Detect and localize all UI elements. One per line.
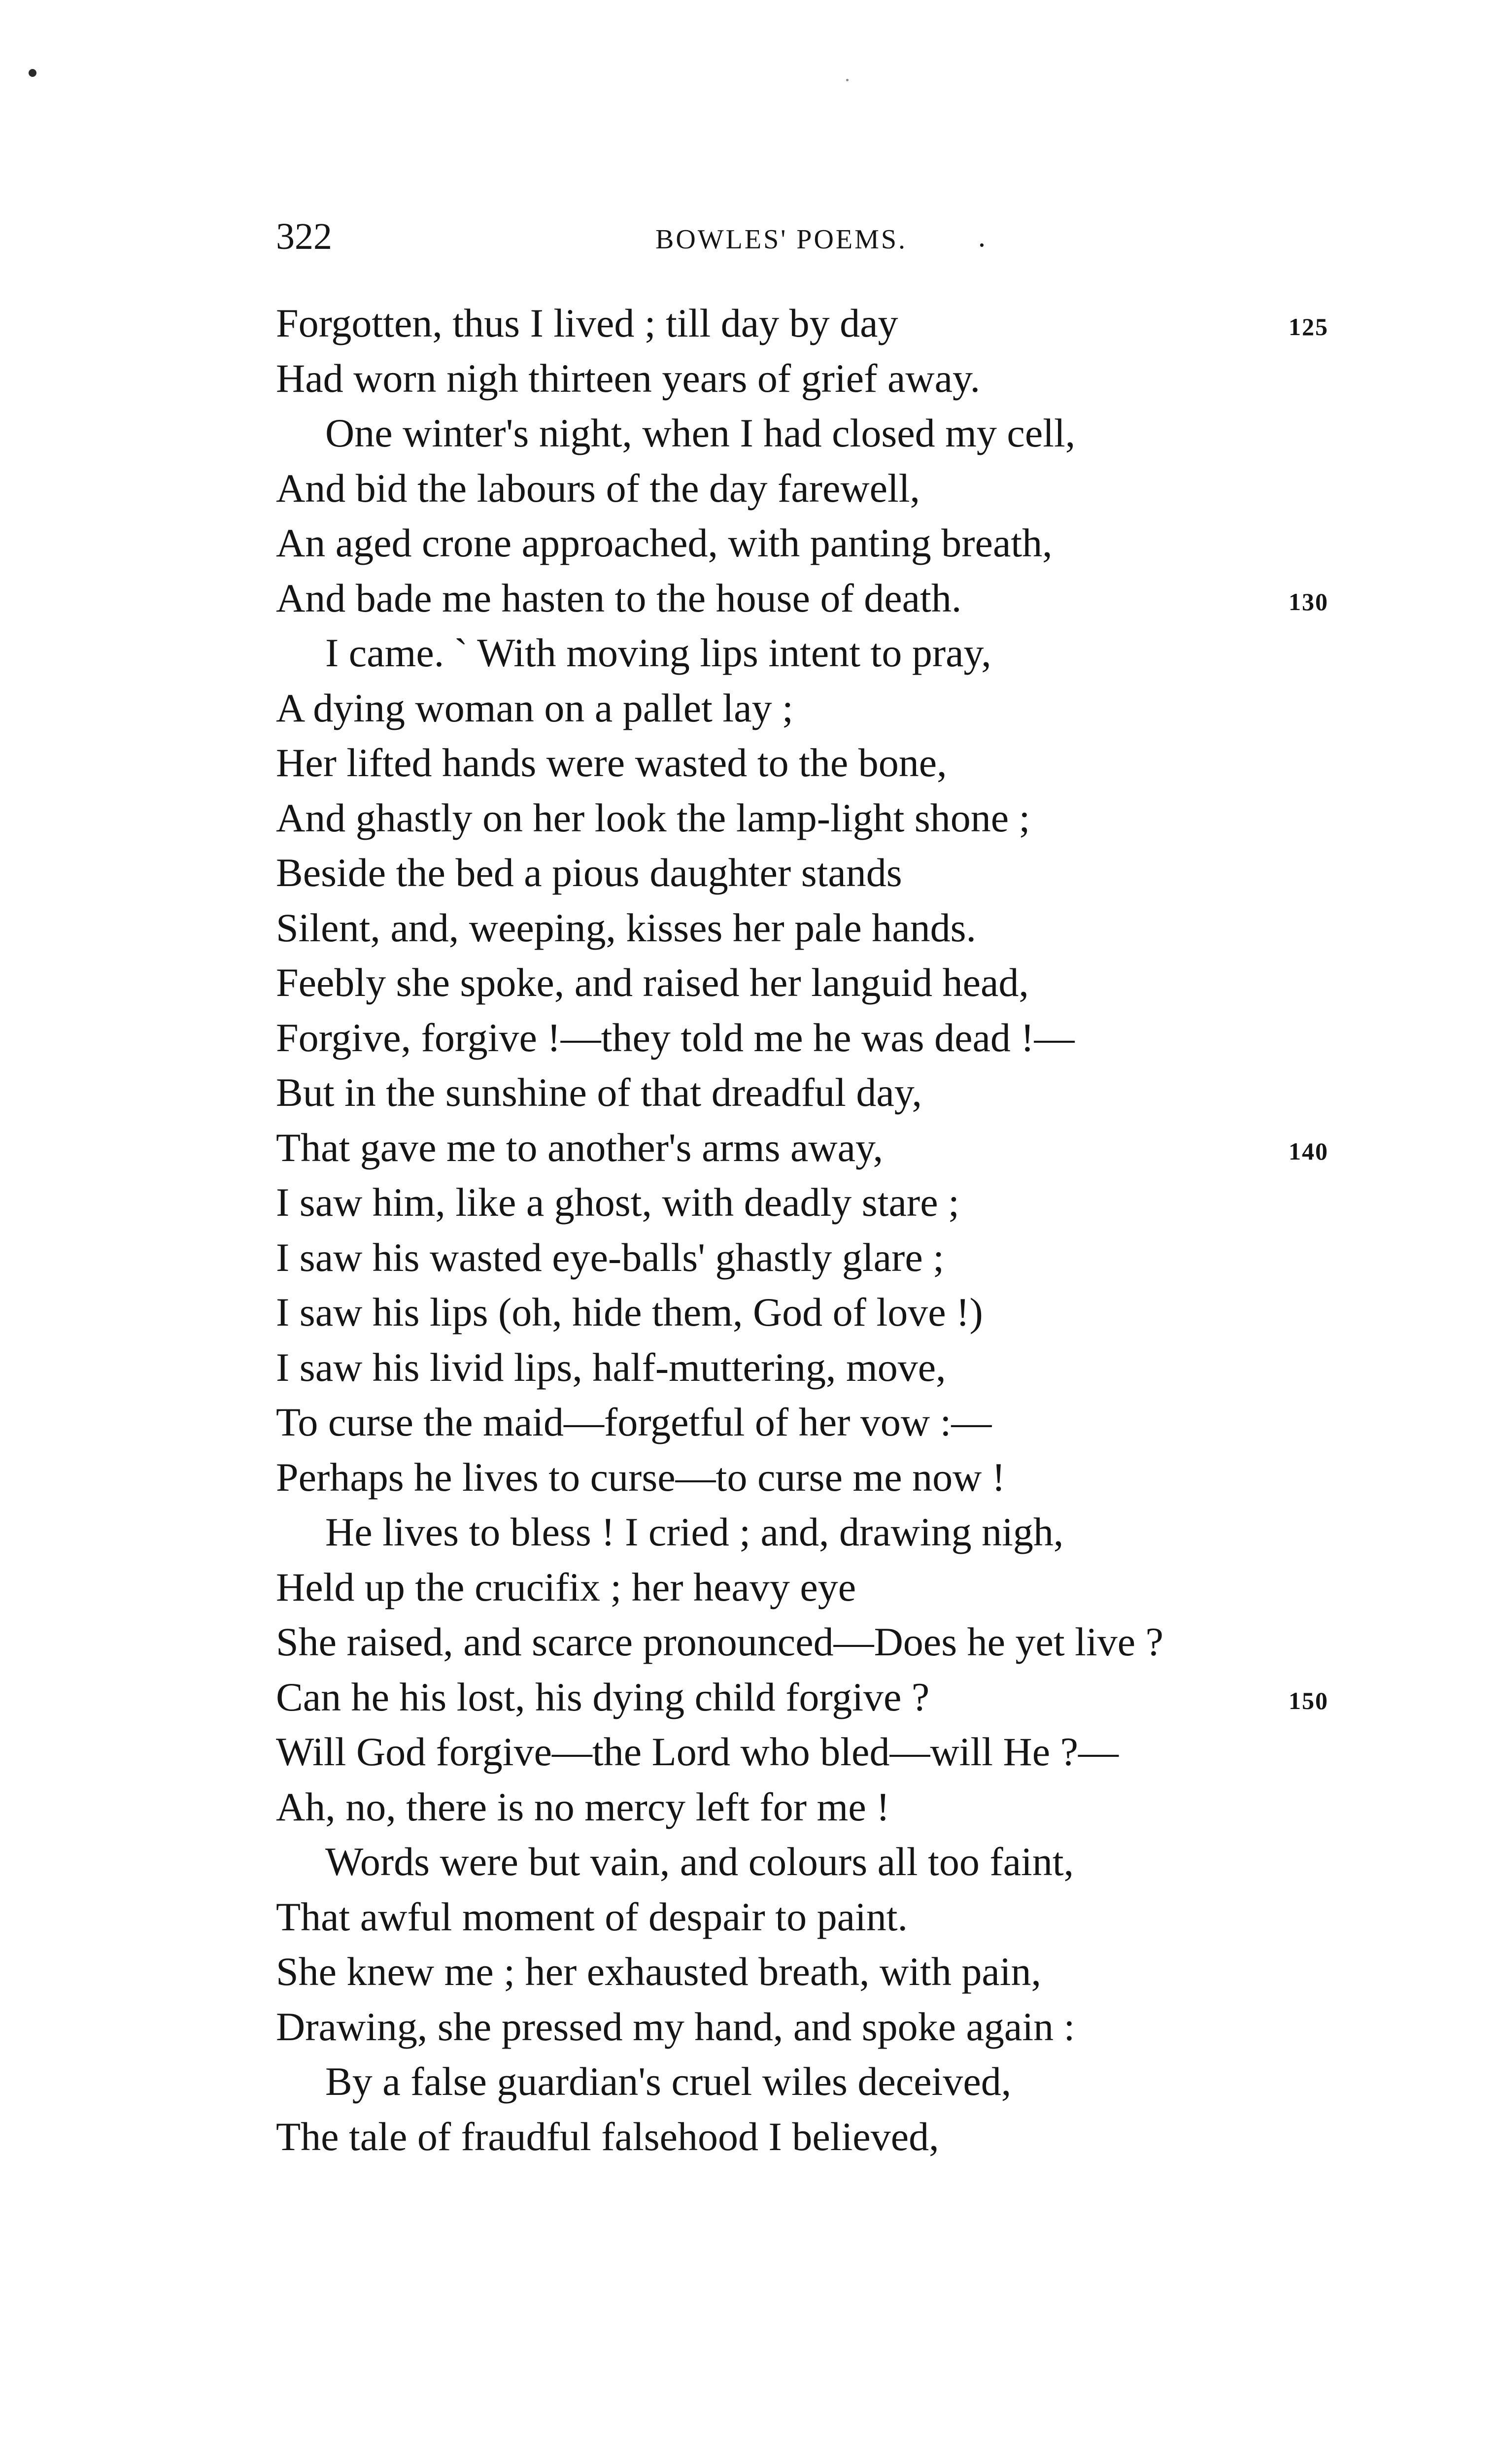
poem-line-text: Silent, and, weeping, kisses her pale hands. — [276, 905, 977, 950]
poem-line-text: She knew me ; her exhausted breath, with pain, — [276, 1949, 1041, 1994]
poem-line-text: Had worn nigh thirteen years of grief away. — [276, 355, 981, 401]
poem-line — [276, 1395, 1340, 1450]
ink-speck — [846, 79, 849, 81]
poem-line — [276, 1999, 1340, 2054]
poem-line — [276, 1614, 1340, 1670]
poem-line — [276, 900, 1340, 956]
poem-line-text: One winter's night, when I had closed my cell, — [325, 411, 1076, 455]
poem-line-text: Feebly she spoke, and raised her languid head, — [276, 960, 1029, 1005]
poem-line-text: She raised, and scarce pronounced—Does he yet live ? — [276, 1619, 1164, 1664]
poem-line-text: He lives to bless ! I cried ; and, drawing nigh, — [325, 1509, 1064, 1554]
poem-line — [276, 1285, 1340, 1340]
poem-line-text: An aged crone approached, with panting breath, — [276, 520, 1053, 565]
poem-line-text: That gave me to another's arms away, — [276, 1125, 884, 1170]
poem-line — [276, 845, 1340, 900]
poem-line — [276, 1724, 1340, 1780]
poem-line — [276, 1505, 1340, 1560]
poem-line-text: Her lifted hands were wasted to the bone, — [276, 740, 947, 785]
poem-line-text: Drawing, she pressed my hand, and spoke again : — [276, 2004, 1075, 2049]
ink-speck — [29, 69, 36, 77]
running-head-title: BOWLES' POEMS. — [655, 224, 908, 255]
poem-line-text: A dying woman on a pallet lay ; — [276, 685, 793, 730]
poem-line — [276, 406, 1340, 461]
poem-line — [276, 1780, 1340, 1835]
poem-line — [276, 2109, 1340, 2164]
poem-line-text: That awful moment of despair to paint. — [276, 1894, 908, 1939]
poem-line — [276, 790, 1340, 846]
poem-line — [276, 2054, 1340, 2109]
poem-line — [276, 1175, 1340, 1230]
poem-line-text: Forgotten, thus I lived ; till day by day — [276, 301, 898, 345]
poem-line — [276, 515, 1340, 571]
poem-line-text: And bade me hasten to the house of death. — [276, 575, 962, 620]
poem-line — [276, 1944, 1340, 1999]
poem-line-text: I saw his livid lips, half-muttering, move, — [276, 1344, 946, 1390]
poem-line-text: But in the sunshine of that dreadful day, — [276, 1070, 922, 1115]
poem-text — [276, 296, 1340, 2164]
poem-line — [276, 296, 1340, 351]
poem-line-text: I came. ` With moving lips intent to pray, — [325, 630, 991, 675]
poem-line-text: Beside the bed a pious daughter stands — [276, 850, 902, 895]
line-number: 125 — [1289, 313, 1328, 341]
poem-line — [276, 625, 1340, 681]
poem-line-text: Perhaps he lives to curse—to curse me now ! — [276, 1454, 1006, 1500]
page-number: 322 — [276, 216, 332, 257]
poem-line-text: Ah, no, there is no mercy left for me ! — [276, 1784, 890, 1829]
poem-line-text: I saw him, like a ghost, with deadly stare ; — [276, 1180, 959, 1225]
poem-line-text: To curse the maid—forgetful of her vow :— — [276, 1400, 992, 1444]
poem-line — [276, 1889, 1340, 1945]
poem-line — [276, 1010, 1340, 1065]
line-number: 150 — [1289, 1686, 1328, 1714]
poem-line-text: Will God forgive—the Lord who bled—will He ?— — [276, 1729, 1119, 1774]
poem-line — [276, 1230, 1340, 1285]
running-head-mark: . — [978, 220, 986, 253]
line-number: 130 — [1289, 587, 1328, 616]
poem-line — [276, 461, 1340, 516]
poem-line-text: Forgive, forgive !—they told me he was dead !— — [276, 1015, 1075, 1060]
running-header — [276, 209, 986, 264]
poem-line-text: And ghastly on her look the lamp-light shone ; — [276, 795, 1030, 840]
poem-line — [276, 351, 1340, 406]
poem-line-text: Words were but vain, and colours all too faint, — [325, 1839, 1074, 1884]
line-number: 140 — [1289, 1137, 1328, 1165]
poem-line — [276, 1065, 1340, 1120]
poem-line-text: Can he his lost, his dying child forgive ? — [276, 1674, 930, 1719]
poem-line — [276, 571, 1340, 626]
poem-line — [276, 955, 1340, 1010]
poem-line-text: And bid the labours of the day farewell, — [276, 465, 920, 511]
poem-line — [276, 1340, 1340, 1395]
poem-line-text: The tale of fraudful falsehood I believed, — [276, 2114, 939, 2159]
poem-line — [276, 1670, 1340, 1725]
poem-line — [276, 1834, 1340, 1889]
poem-line — [276, 1560, 1340, 1615]
poem-line — [276, 735, 1340, 790]
poem-line — [276, 1120, 1340, 1175]
poem-line — [276, 681, 1340, 736]
poem-line-text: Held up the crucifix ; her heavy eye — [276, 1564, 856, 1609]
poem-line-text: I saw his lips (oh, hide them, God of love !) — [276, 1290, 983, 1335]
poem-line — [276, 1450, 1340, 1505]
poem-line-text: I saw his wasted eye-balls' ghastly glare ; — [276, 1234, 945, 1280]
poem-line-text: By a false guardian's cruel wiles deceived, — [325, 2059, 1012, 2104]
